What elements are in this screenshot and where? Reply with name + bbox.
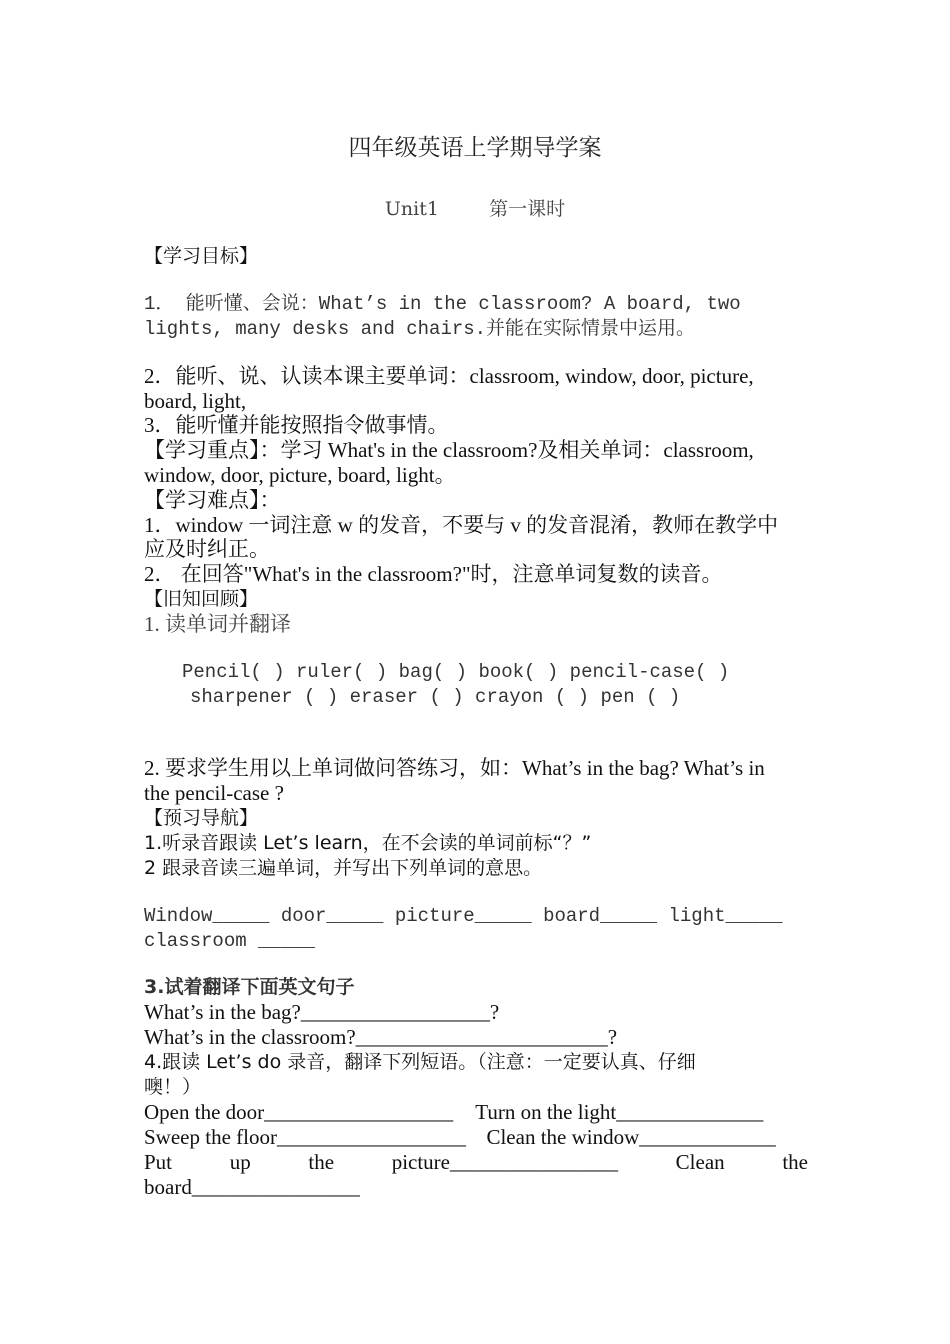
key-points-line-2: window, door, picture, board, light。 xyxy=(144,463,456,487)
preview-heading: 【预习导航】 xyxy=(144,807,259,829)
review-heading: 【旧知回顾】 xyxy=(144,588,259,610)
preview-item-4-line-2: 噢！） xyxy=(144,1076,202,1098)
goal-item-2-line-2: board, light, xyxy=(144,389,247,413)
goal-item-1-line-1: 1． 能听懂、会说：What’s in the classroom? A board, two xyxy=(144,293,741,315)
key-points-line-1: 【学习重点】：学习 What's in the classroom?及相关单词：classroom, xyxy=(144,438,754,462)
preview-item-1: 1.听录音跟读 Let’s learn，在不会读的单词前标“？” xyxy=(144,832,592,854)
preview-item-3: 3.试着翻译下面英文句子 xyxy=(144,976,355,998)
review-item-2-line-1: 2. 要求学生用以上单词做问答练习，如：What’s in the bag? What’s in xyxy=(144,756,765,780)
preview-words-line-1: Window_____ door_____ picture_____ board_____ light_____ xyxy=(144,905,783,927)
preview-item-4-line-1: 4.跟读 Let’s do 录音，翻译下列短语。（注意：一定要认真、仔细 xyxy=(144,1051,696,1073)
lesson-subtitle xyxy=(0,197,950,222)
phrase-row-3: Put up the picture________________ Clean the xyxy=(144,1150,808,1174)
translate-question-1: What’s in the bag?__________________? xyxy=(144,1000,500,1024)
goal-item-3: 3．能听懂并能按照指令做事情。 xyxy=(144,413,449,437)
preview-words-line-2: classroom _____ xyxy=(144,930,316,952)
lesson-label: 第一课时 xyxy=(489,198,566,220)
goal-item-2-line-1: 2．能听、说、认读本课主要单词：classroom, window, door, picture, xyxy=(144,364,754,388)
preview-item-2: 2 跟录音读三遍单词，并写出下列单词的意思。 xyxy=(144,857,543,879)
translate-question-2: What’s in the classroom?________________________? xyxy=(144,1025,618,1049)
review-words-line-1: Pencil( ) ruler( ) bag( ) book( ) pencil-case( ) xyxy=(182,661,730,683)
phrase-open-door: Open the door__________________ xyxy=(144,1100,454,1124)
difficulty-item-2: 2． 在回答"What's in the classroom?"时，注意单词复数的读音。 xyxy=(144,562,723,586)
difficulty-item-1-line-1: 1．window 一词注意 w 的发音，不要与 v 的发音混淆，教师在教学中 xyxy=(144,513,779,537)
phrase-turn-on-light: Turn on the light______________ xyxy=(475,1100,764,1124)
goal-item-1-line-2: lights, many desks and chairs.并能在实际情景中运用。 xyxy=(144,318,696,340)
difficulties-heading: 【学习难点】： xyxy=(144,488,281,512)
page-title: 四年级英语上学期导学案 xyxy=(348,135,602,161)
goals-heading: 【学习目标】 xyxy=(144,245,259,267)
phrase-row-1 xyxy=(144,1100,808,1125)
unit-label: Unit1 xyxy=(384,198,439,220)
phrase-sweep-floor: Sweep the floor__________________ xyxy=(144,1125,466,1149)
phrase-row-2 xyxy=(144,1125,808,1150)
review-item-1: 1. 读单词并翻译 xyxy=(144,612,291,636)
phrase-row-4: board________________ xyxy=(144,1175,360,1199)
phrase-clean-window: Clean the window_____________ xyxy=(486,1125,776,1149)
difficulty-item-1-line-2: 应及时纠正。 xyxy=(144,537,270,561)
review-words-line-2: sharpener ( ) eraser ( ) crayon ( ) pen ( ) xyxy=(190,686,681,708)
review-item-2-line-2: the pencil-case ? xyxy=(144,781,284,805)
